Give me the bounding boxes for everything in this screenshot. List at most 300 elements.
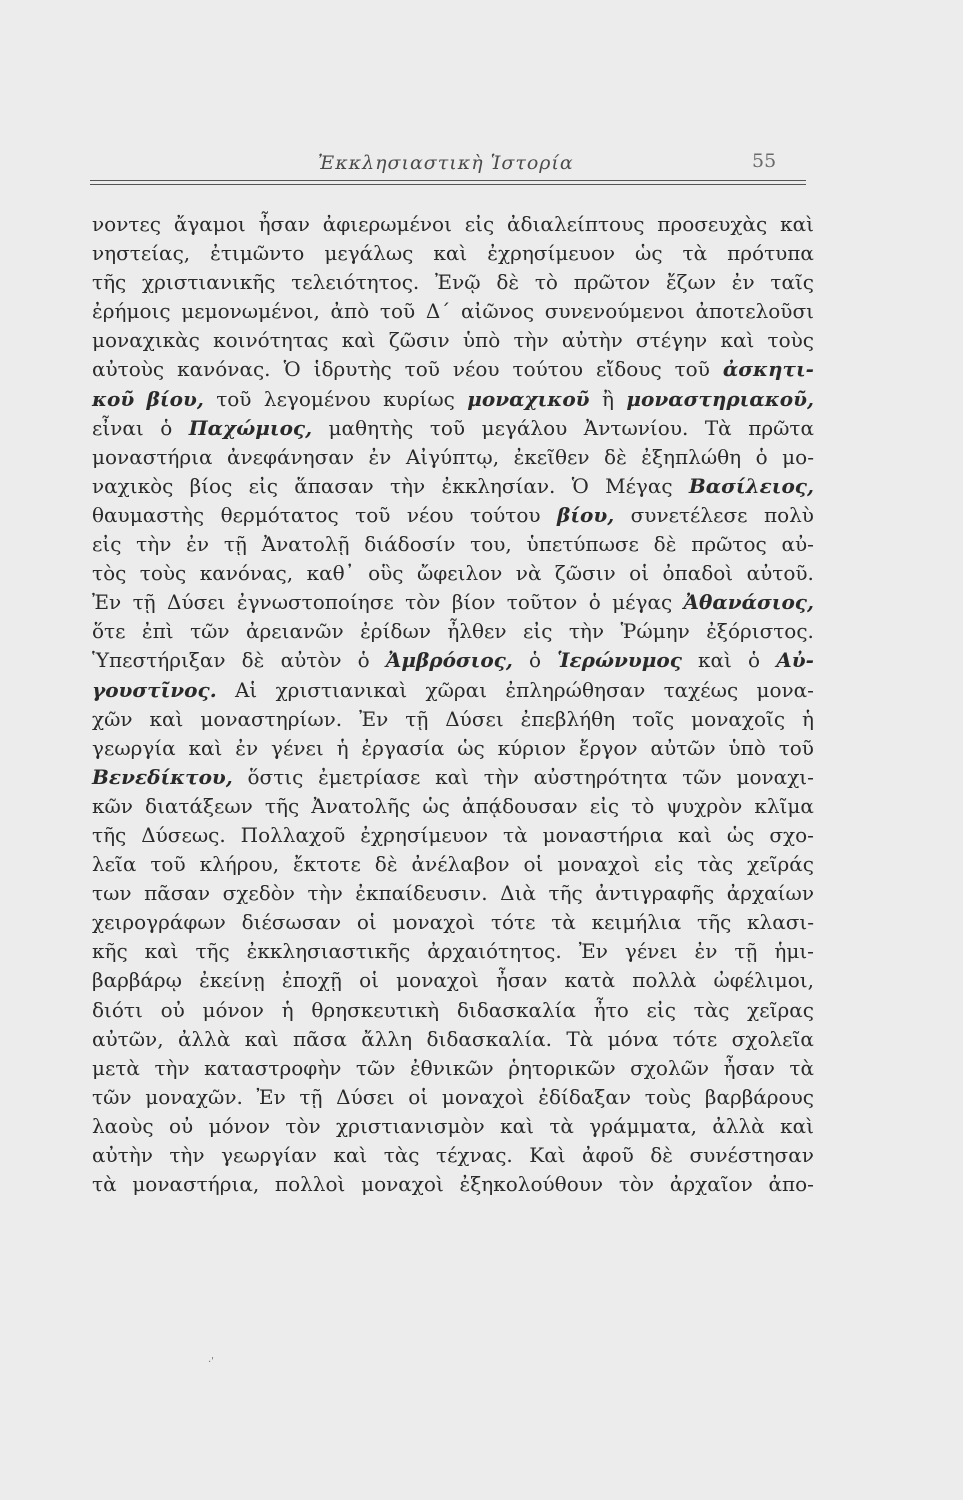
word: Καὶ	[529, 1143, 566, 1167]
word: μοναχι-	[736, 764, 814, 789]
text-line	[92, 501, 814, 530]
word: καὶ	[678, 822, 712, 847]
word: αὐτοὺς	[92, 357, 165, 382]
word: τὰ	[549, 1113, 574, 1138]
word: κανόνας,	[199, 561, 294, 586]
word: κοινότητας	[213, 328, 329, 353]
word: κειμήλια	[591, 910, 682, 935]
body-text	[92, 210, 814, 1199]
word: τὰ	[789, 1055, 814, 1080]
word: ἀρχαῖον	[669, 1172, 753, 1197]
word: ὅτε	[92, 619, 126, 644]
word: χῶραι	[425, 677, 488, 702]
word: τῆς	[264, 793, 300, 818]
word: ὡς	[422, 793, 450, 818]
word: οἱ	[359, 968, 379, 993]
word: ἦσαν	[496, 968, 548, 993]
word: Ἀντωνίου.	[583, 415, 689, 440]
word: πρῶτον	[573, 270, 651, 295]
word: τὴν	[568, 619, 605, 644]
text-line	[92, 472, 814, 501]
text-line	[92, 385, 814, 414]
word: μαθητὴς	[328, 415, 414, 440]
word: πρῶτος	[691, 532, 767, 557]
word: κῶν	[92, 793, 133, 818]
word: προσευχὰς	[657, 212, 768, 236]
word: Βενεδίκτου,	[92, 764, 233, 789]
word: Πολλαχοῦ	[240, 822, 346, 847]
word: τὰς	[383, 1143, 420, 1167]
word: ῥητορικῶν	[508, 1055, 616, 1080]
word: τοῦ	[674, 357, 710, 382]
word: Τὰ	[704, 415, 732, 440]
word: των	[92, 881, 132, 906]
word: εἰς	[646, 997, 676, 1022]
text-line	[92, 1170, 814, 1199]
word: ἀρχαίων	[726, 881, 814, 906]
word: ἐκπαίδευσιν.	[355, 881, 488, 906]
ink-speck: ·ʹ	[208, 1357, 214, 1368]
word: βαρβάρους	[704, 1084, 814, 1109]
word: τὸ	[631, 793, 655, 818]
word: μοναχοῖς	[691, 706, 786, 731]
word: ἀντιγραφῆς	[595, 881, 715, 906]
word: καὶ	[698, 648, 732, 673]
word: ἡ	[336, 735, 349, 760]
word: ἐπληρώθησαν	[505, 677, 646, 702]
word: μέγας	[612, 590, 673, 615]
word: καὶ	[435, 764, 469, 789]
word: Ἀμβρόσιος,	[385, 648, 513, 673]
text-line	[92, 850, 814, 879]
word: θερμότατος	[220, 502, 339, 527]
word: ἐν	[235, 735, 259, 760]
word: καὶ	[244, 1026, 279, 1051]
word: κλῖμα	[754, 793, 814, 818]
word: μοναστήρια	[92, 444, 213, 469]
word: τούτου	[470, 502, 541, 527]
word: κύριον	[497, 735, 567, 760]
word: τοῦτον	[506, 590, 578, 615]
word: τότε	[672, 1026, 718, 1051]
word: τὴν	[136, 532, 172, 557]
word: ἡμι-	[774, 939, 814, 964]
word: στέγην	[636, 328, 708, 353]
text-line	[92, 646, 814, 675]
word: σχολῶν	[630, 1055, 710, 1080]
text-line	[92, 966, 814, 995]
word: αὐτοῦ.	[746, 561, 814, 586]
word: καὶ	[341, 328, 376, 353]
word: βίον	[451, 590, 496, 615]
word: μεμονωμένοι,	[181, 299, 320, 324]
word: συνενούμενοι	[544, 299, 685, 324]
word: ψυχρὸν	[666, 793, 743, 818]
word: ἐκεῖθεν	[513, 444, 590, 469]
word: ἐπεβλήθη	[520, 706, 616, 731]
text-line	[92, 705, 814, 734]
word: πρότυπα	[727, 241, 814, 266]
word: εἰς	[92, 532, 122, 557]
word: τοὺς	[644, 1084, 692, 1109]
word: πολὺ	[763, 502, 814, 527]
word: πρῶτα	[748, 415, 814, 440]
word: νηστείας,	[92, 241, 191, 266]
word: τῆς	[92, 270, 127, 295]
word: καὶ	[188, 735, 223, 760]
word: Δύσει	[336, 1084, 395, 1109]
word: ἐργασία	[361, 735, 445, 760]
word: ἄγαμοι	[173, 212, 246, 236]
word: τῶν	[355, 1055, 396, 1080]
word: καὶ	[780, 1113, 814, 1138]
word: τὸς	[92, 561, 127, 586]
word: νέου	[406, 502, 454, 527]
word: ἔζων	[665, 270, 716, 295]
word: τελειότητος.	[291, 270, 420, 295]
word: μοναχοὶ	[361, 1172, 444, 1197]
word: τὸν	[405, 590, 441, 615]
word: αὐτὴν	[561, 328, 623, 353]
word: του,	[470, 532, 512, 557]
word: τῆς	[92, 822, 127, 847]
word: Ἐν	[359, 706, 389, 731]
word: χριστιανικαὶ	[275, 677, 408, 702]
word: εἰς	[654, 852, 684, 877]
word: Παχώμιος,	[188, 415, 313, 440]
word: Ἀνατολῇ	[261, 532, 350, 557]
word: οὐ	[160, 997, 185, 1022]
word: χριστιανισμὸν	[336, 1113, 485, 1138]
word: αὐτὴν	[92, 1143, 153, 1167]
word: χεῖρας	[747, 997, 814, 1022]
word: δὲ	[604, 444, 627, 469]
word: τοῖς	[632, 706, 675, 731]
word: ἄλλη	[361, 1026, 413, 1051]
word: Ὑπεστήριξαν	[92, 648, 226, 673]
text-line	[92, 1025, 814, 1054]
word: Ἱερώνυμος	[557, 648, 682, 673]
word: μεγάλως	[324, 241, 414, 266]
word: εἰς	[464, 212, 495, 236]
word: ὑπὸ	[462, 328, 501, 353]
word: σχο-	[769, 822, 814, 847]
word: διδασκαλία.	[426, 1026, 552, 1051]
word: δὲ	[374, 852, 398, 877]
text-line	[92, 792, 814, 821]
word: τοῦ	[216, 386, 252, 411]
header-rule-second	[90, 184, 806, 185]
text-line	[92, 326, 814, 355]
word: ἀλλὰ	[712, 1113, 765, 1138]
word: τούτου	[512, 357, 584, 382]
word: ὁ	[755, 444, 768, 469]
word: ἐποχῇ	[281, 968, 342, 993]
word: ἐρήμοις	[92, 299, 171, 324]
word: Ἐν	[256, 1084, 286, 1109]
word: ἔκτοτε	[293, 852, 361, 877]
word: κῆς	[92, 939, 128, 964]
text-line	[92, 268, 814, 297]
word: τῆς	[548, 881, 583, 906]
word: ὁ	[528, 648, 541, 673]
word: σχεδὸν	[222, 881, 295, 906]
word: τοὺς	[767, 328, 814, 353]
word: μοναστήρια	[542, 822, 664, 847]
word: τῆς	[697, 910, 732, 935]
word: Αὐ-	[776, 648, 814, 673]
word: ἐθνικῶν	[409, 1055, 494, 1080]
word: Δύσει	[167, 590, 226, 615]
word: χειρογράφων	[92, 910, 226, 935]
word: τὴν	[513, 328, 549, 353]
word: Ἐνῷ	[435, 270, 481, 295]
word: Δύσει	[445, 706, 504, 731]
word: μο-	[782, 444, 814, 469]
word: ἱδρυτὴς	[313, 357, 392, 382]
word: τῶν	[92, 1084, 132, 1109]
word: καὶ	[333, 1143, 368, 1167]
word: ἀρχαιότητος.	[427, 939, 562, 964]
word: μονα-	[756, 677, 814, 702]
text-line	[92, 763, 814, 792]
word: τῇ	[299, 1084, 323, 1109]
word: τὴν	[154, 1055, 190, 1080]
word: ὑπὸ	[728, 735, 766, 760]
word: κλήρου,	[199, 852, 280, 877]
word: διατάξεων	[145, 793, 253, 818]
word: πολλοὶ	[274, 1172, 346, 1197]
word: τοῦ	[778, 735, 814, 760]
word: δὲ	[650, 1143, 674, 1167]
word: ἀνεφάνησαν	[226, 444, 354, 469]
word: τοῦ	[379, 299, 416, 324]
word: ἐν	[186, 532, 210, 557]
word: πᾶσα	[293, 1026, 347, 1051]
word: κλασι-	[747, 910, 814, 935]
word: ἀλλὰ	[177, 1026, 231, 1051]
word: ἐξηπλώθη	[641, 444, 742, 469]
word: νοντες	[92, 212, 161, 236]
word: ἀπο-	[768, 1172, 814, 1197]
word: δὲ	[653, 532, 677, 557]
word: τὸν	[285, 1113, 321, 1138]
word: τὰ	[503, 822, 528, 847]
text-line	[92, 676, 814, 705]
word: καὶ	[144, 939, 179, 964]
word: καὶ	[780, 212, 814, 236]
word: Μέγας	[605, 473, 673, 498]
word: γένει	[271, 735, 324, 760]
word: δὲ	[241, 648, 265, 673]
word: βαρβάρῳ	[92, 968, 182, 993]
header-rule	[90, 180, 806, 181]
word: κανόνας.	[177, 357, 271, 382]
word: ἐγνωστοποίησε	[236, 590, 394, 615]
word: τὴν	[389, 473, 426, 498]
word: ἐξηκολούθουν	[459, 1172, 604, 1197]
word: σχολεῖα	[731, 1026, 814, 1051]
word: ἀπᾴδουσαν	[461, 793, 578, 818]
word: θρησκευτικὴ	[311, 997, 440, 1022]
word: ἢ	[601, 386, 614, 411]
word: τοῦ	[355, 502, 391, 527]
word: αὐτῶν	[650, 735, 716, 760]
word: αὐ-	[781, 532, 814, 557]
text-line	[92, 414, 814, 443]
word: εἰς	[248, 473, 278, 498]
text-line	[92, 530, 814, 559]
word: καὶ	[433, 241, 468, 266]
word: μοναχοὶ	[396, 968, 479, 993]
word: τὴν	[307, 881, 343, 906]
text-line	[92, 355, 814, 384]
word: Δύσεως.	[141, 822, 226, 847]
text-line	[92, 1112, 814, 1141]
word: γράμματα,	[589, 1113, 697, 1138]
word: λαοὺς	[92, 1113, 154, 1138]
word: χριστιανικῆς	[142, 270, 276, 295]
word: γουστῖνος.	[92, 677, 217, 702]
word: βίου,	[146, 386, 204, 411]
word: μοναχικοῦ	[467, 386, 590, 411]
word: τὴν	[483, 764, 519, 789]
text-line	[92, 937, 814, 966]
page-header	[0, 152, 963, 182]
word: ὁ	[748, 648, 761, 673]
word: ὁ	[588, 590, 601, 615]
word: καταστροφὴν	[204, 1055, 342, 1080]
word: μοναστηρίων.	[200, 706, 343, 731]
text-line	[92, 996, 814, 1025]
word: ἅπασαν	[294, 473, 374, 498]
word: τοῦ	[429, 415, 466, 440]
word: ζῶσιν	[554, 561, 616, 586]
word: μοναστήρια,	[132, 1172, 260, 1197]
word: τοὺς	[139, 561, 187, 586]
word: συνέστησαν	[689, 1143, 814, 1167]
word: ὡς	[635, 241, 663, 266]
word: ἐκκλησιαστικῆς	[246, 939, 411, 964]
word: ἐκκλησίαν.	[441, 473, 556, 498]
word: διάδοσίν	[364, 532, 456, 557]
word: ὤφειλον	[416, 561, 503, 586]
word: τότε	[490, 910, 536, 935]
word: ἐν	[694, 939, 718, 964]
word: ἀσκητι-	[722, 357, 814, 382]
word: οἱ	[523, 852, 544, 877]
word: ἀφιερωμένοι	[322, 212, 452, 236]
word: αὐστηρότητα	[533, 764, 668, 789]
word: μεγάλου	[481, 415, 568, 440]
text-line	[92, 297, 814, 326]
word: Ὁ	[283, 357, 301, 382]
running-title: Ἐκκλησιαστικὴ Ἱστορία	[318, 152, 574, 174]
word: Ἐν	[578, 939, 608, 964]
text-line	[92, 821, 814, 850]
word: Αἰγύπτῳ,	[405, 444, 500, 469]
word: καθ᾽	[306, 561, 355, 586]
word: ναχικὸς	[92, 473, 174, 498]
word: ὀπαδοὶ	[662, 561, 734, 586]
text-line	[92, 617, 814, 646]
word: τῶν	[190, 619, 230, 644]
word: ἐξόριστος.	[706, 619, 814, 644]
word: ὠφέλιμοι,	[713, 968, 814, 993]
text-line	[92, 239, 814, 268]
word: εἶναι	[92, 415, 144, 440]
word: Τὰ	[566, 1026, 594, 1051]
word: ἡ	[281, 997, 294, 1022]
word: ἔργον	[578, 735, 638, 760]
word: συνετέλεσε	[630, 502, 748, 527]
word: οἱ	[629, 561, 650, 586]
word: ἦσαν	[258, 212, 310, 236]
word: Ῥώμην	[620, 619, 690, 644]
word: μοναχοὶ	[557, 852, 641, 877]
word: τῇ	[405, 706, 429, 731]
word: οἱ	[408, 1084, 429, 1109]
word: ὑπετύπωσε	[526, 532, 639, 557]
word: ἀρειανῶν	[246, 619, 344, 644]
word: τῇ	[223, 532, 247, 557]
word: πολλὰ	[632, 968, 697, 993]
word: μοναστηριακοῦ,	[626, 386, 814, 411]
word: διέσωσαν	[241, 910, 342, 935]
word: τὰ	[682, 241, 708, 266]
word: ἦσαν	[723, 1055, 775, 1080]
word: ἀδιαλείπτους	[507, 212, 645, 236]
word: αἰῶνος	[460, 299, 535, 324]
word: θαυμαστὴς	[92, 502, 205, 527]
word: βίος	[189, 473, 233, 498]
text-line	[92, 1141, 814, 1170]
word: τὰ	[551, 910, 576, 935]
text-line	[92, 908, 814, 937]
text-line	[92, 210, 814, 239]
word: ἐμετρίασε	[318, 764, 421, 789]
word: νέου	[452, 357, 500, 382]
word: ἐπὶ	[141, 619, 174, 644]
word: εἴδους	[596, 357, 662, 382]
word: ἐτιμῶντο	[210, 241, 305, 266]
text-line	[92, 734, 814, 763]
word: δὲ	[496, 270, 520, 295]
word: τῶν	[682, 764, 722, 789]
word: πᾶσαν	[144, 881, 211, 906]
word: ἡ	[802, 706, 814, 731]
text-line	[92, 1083, 814, 1112]
page-number: 55	[752, 150, 777, 172]
word: καὶ	[720, 328, 755, 353]
word: τὰς	[693, 997, 730, 1022]
word: ἀνέλαβον	[411, 852, 510, 877]
word: ταῖς	[770, 270, 814, 295]
word: μετὰ	[92, 1055, 140, 1080]
word: τῇ	[132, 590, 156, 615]
word: ἐρίδων	[360, 619, 431, 644]
word: τὴν	[169, 1143, 205, 1167]
word: Βασίλειος,	[688, 473, 814, 498]
word: τέχνας.	[436, 1143, 513, 1167]
word: μοναχικὰς	[92, 328, 200, 353]
word: Δ΄	[425, 299, 451, 324]
word: κατὰ	[564, 968, 616, 993]
word: ὅστις	[247, 764, 304, 789]
word: ὁ	[357, 648, 370, 673]
word: ἐδίδαξαν	[538, 1084, 632, 1109]
word: τὸν	[618, 1172, 655, 1197]
